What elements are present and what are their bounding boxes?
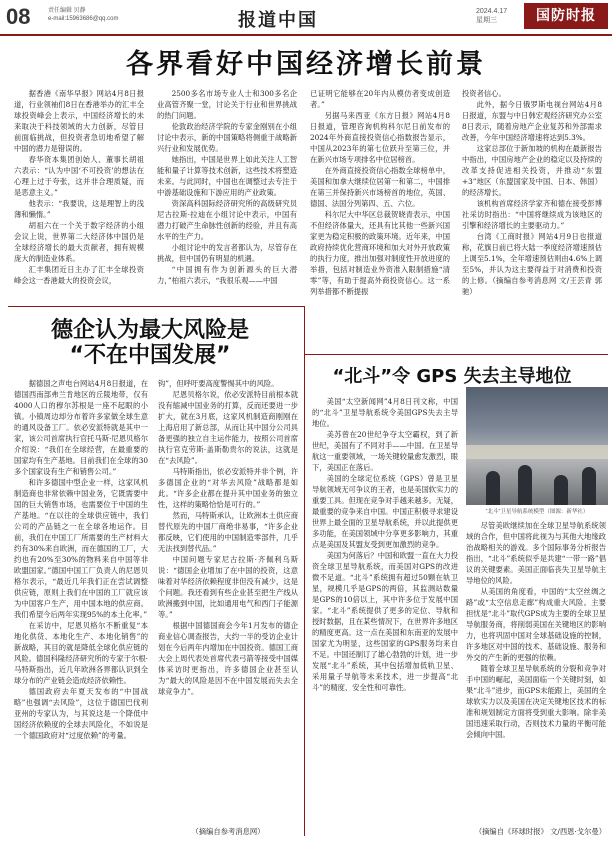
photo-visitor (486, 471, 500, 505)
article1-column-2 (157, 88, 297, 298)
article1-column-4 (462, 88, 602, 350)
paragraph: 美国的全球定位系统（GPS）曾是卫星导航领域无可争议的王者，也是美国软实力的重要工具。但现在竞争对手越来越多。无疑，最重要的竞争来自中国。中国正积极寻求建设世界上最全面的卫星导航系统，并以此提供更多功能，在美国领域中分享更多影响力，其重点是美国及其盟友受到更加激烈的竞争。 (312, 474, 458, 549)
paragraph: 据德国之声电台网站4月8日报道，在德国西南部弗兰肯地区的丘陵地带，仅有4000人口的穆尔苏根是一座不起眼的小镇。小镇周边却分布着许多家做全球生意的通风设备工厂。依必安派特就是其中一家，该公司首席执行官托马斯·尼恩贝格尔介绍说：“我们在全球经营，在最重要的国家均有生产基地。目前我们在全球的30多个国家设有生产和销售公司。” (14, 379, 148, 476)
paragraph: 伦敦政治经济学院的专家金刚别在小组讨论中表示，新的中国策略将侧重于战略新兴行业和发展优势。 (157, 122, 297, 153)
issue-date (476, 7, 507, 25)
beidou-model-photo (466, 387, 608, 505)
paragraph: 她指出，中国是世界上如此关注人工智能和量子计算等技术创新，这些技术将塑造未来。与此同时，中国也在调整过去专注于中游基础设施和下游应用的产业政策。 (157, 155, 297, 197)
article3-headline: “北斗”令 GPS 失去主导地位 (332, 366, 572, 387)
paragraph: “中国拥有作为创新源头的巨大潜力，”柏祖六表示，“我很乐观——中国 (157, 265, 297, 285)
paragraph: 从美国的角度看，中国的“太空丝绸之路”或“太空信息走廊”构成重大风险。主要担忧是“北斗”取代GPS成为主要的全球卫星导航服务商，将削弱美国在关键地区的影响力，也将巩固中国对全球基础设施的控制，许多地区对中国的技术、基础设施、服务和外交的产生新的更强的依赖。 (466, 587, 606, 662)
paragraph: 在外商直接投资信心指数全球榜单中，美国和加拿大继续位居第一和第二，中国排在第三并保持新兴市场榜首的地位，英国、德国、法国分列第四、五、六位。 (310, 166, 450, 208)
paragraph: 中国问题专家尼古拉斯·齐佩利乌斯说：“德国企业增加了在中国的投资，这意味着对华经济依赖程度非但没有减少，这是个问题。我还看到有些企业甚至把生产线从欧洲搬到中国，比如通用电气和西门子能源等。” (158, 555, 298, 619)
paragraph: 美国“太空新闻网”4月8日刊文称，中国的“北斗”卫星导航系统令美国GPS失去主导地位。 (312, 397, 458, 428)
paragraph: 随着全球卫星导航系统的分裂和竞争对手中国的崛起，美国面临一个关键时刻，如果“北斗”进步，而GPS未能跟上，美国的全球软实力以及美国在决定关键地区技术的标准和规划制定方面将受到重大影响。除非美国迅速采取行动，否则技术力量的平衡可能会倾向中国。 (466, 664, 606, 739)
article2-headline-line2: “不在中国发展” (69, 343, 231, 368)
article2-column-2 (158, 378, 298, 823)
paragraph: 据香港《南华早报》网站4月8日报道，行业领袖们8日在香港举办的汇丰全球投资峰会上表示，中国经济增长的未来取决于科技领域的大力创新，尽管目前面临挑战，但投资者急切地希望了解中国的潜力是错误的。 (14, 89, 144, 153)
paragraph: 美国为何落后？中国和欧盟一直在大力投资全球卫星导航系统，而美国对GPS的改进微不足道。“北斗”系统拥有超过50颗在轨卫星，规模几乎是GPS的两倍，其监测站数量是GPS的10倍以上，其中许多位于发展中国家。“北斗”系统提供了更多的定位、导航和授时数据，且在某些情况下，在世界许多地区的精度更高。这一点在美国和东南亚的发展中国家尤为明显，这些国家的GPS服务均来自不足。中国还制订了雄心勃勃的计划，进一步发展“北斗”系统，其中包括增加低轨卫星、采用量子导航等未来技术，进一步提高“北斗”的精度、安全性和可靠性。 (312, 551, 458, 692)
weekday: 星期三 (476, 17, 497, 24)
photo-caption: “北斗”卫星导航系统模型（图源：新华社） (485, 509, 589, 515)
paragraph: 这家总部位于新加坡的机构在最新报告中指出，中国房地产企业的稳定以及持续的改革支持促进相关投资，并推动“东盟+3”地区（东盟国家及中国、日本、韩国）的经济增长。 (462, 144, 602, 197)
photo-exhibit-banner (466, 445, 608, 459)
article1-column-3 (310, 88, 450, 350)
newspaper-masthead: 国防时报 (524, 3, 608, 29)
paragraph: 已证明它能够在20年内从模仿者变成创造者。” (310, 89, 450, 109)
paragraph: 台湾《工商时报》网站4月9日也报道称，花旗日前已将大陆一季度经济增速预估上调至5.1%，全年增速预估则由4.6%上调至5%，并认为这主要得益于对消费和投资的上修。（摘编自参考消息网 文/王芸青 郭驰） (462, 232, 602, 296)
article3-source: （摘编自《环球时报》 文/西恩·戈尔曼） (474, 827, 606, 836)
section-title: 报道中国 (238, 10, 318, 31)
paragraph: 科尔尼大中华区总裁贺晓青表示，中国不但经济体量大，还具有比其他一些新兴国家更为稳定积极的政策环境。近年来，中国政府持续优化营商环境和加大对外开放政策的执行力度，推出加强对制度性开放进度的举措，包括对制造业外资准入限制措施“清零”等，有助于提高外商投资信心。这一系列举措都不断提振 (310, 210, 450, 296)
photo-visitor (582, 467, 596, 505)
article3-column-1 (312, 396, 458, 838)
paragraph: 美苏曾在20世纪争夺太空霸权，到了新世纪，美国有了不同对手——中国。在卫星导航这一重要领域，一场关键较量愈发激烈，眼下，美国正在落后。 (312, 430, 458, 472)
paragraph: 在采访中，尼恩贝格尔不断重复“本地化供货、本地化生产、本地化销售”的新战略，其目的就是降低全球化供应链的风险。德国科隆经济研究所的专家于尔根·马特斯指出，近几年欧洲各界都认识到全球分布的产业链会造成经济依赖性。 (14, 621, 148, 685)
paragraph: 汇丰集团近日主办了汇丰全球投资峰会这一香港最大的投资会议， (14, 265, 144, 285)
paragraph: 另据马来西亚《东方日报》网站4月8日报道，管理咨询机构科尔尼日前发布的2024年外商直接投资信心指数报告显示，中国从2023年的第七位跃升至第三位，并在新兴市场专项排名中位居榜首。 (310, 111, 450, 164)
article2-headline (20, 318, 280, 368)
paragraph: 马特斯指出，依必安派特并非个例，许多德国企业的“对华去风险”战略都是如此。“许多企业都在提升其中国业务的独立性，这样的策略恰恰是可行的。” (158, 467, 298, 509)
paragraph: 该机构首席经济学家齐和德在接受彭博社采访时指出：“中国将继续成为该地区的引擎和经济增长的主要驱动力。” (462, 199, 602, 230)
paragraph: 钩”，但呼吁要高度警惕其中的风险。 (158, 379, 279, 388)
divider (304, 354, 608, 355)
photo-visitor (554, 475, 568, 505)
paragraph: 春华资本集团创始人、董事长胡祖六表示：“认为中国‘不可投资’的想法在心理上过于夸张，这并非合理质疑，而是恶意主义。” (14, 155, 144, 197)
paragraph: 2500多名市场专业人士和300多名企业高管齐聚一堂，讨论关于行业和世界挑战的热门问题。 (157, 89, 297, 120)
divider (8, 306, 304, 307)
paragraph: 德国政府去年夏天发布的“中国战略”也强调“去风险”，这位于德国巴伐利亚州的专家认为，与其说这是一个降低中国经济依赖度的全球去风险化，不如说是一个德国政府对“过度依赖”的考量。 (14, 687, 148, 740)
editor-email: e-mail:15963686@qq.com (48, 16, 119, 22)
paragraph: 胡祖六在一个关于数字经济的小组会议上说，世界第二大经济体中国仍是全球经济增长的最大贡献者，拥有规模庞大的制造业体系。 (14, 221, 144, 263)
article3-column-2 (466, 520, 606, 825)
paragraph: 资深高科国际经济研究所的高级研究员尼古拉斯·拉迪在小组讨论中表示，中国有潜力打破产生命脉性创新的经验，并且有高水平的生产力。 (157, 199, 297, 241)
photo-visitor (518, 465, 532, 505)
paragraph: 尼恩贝格尔说，依必安派特目前根本就没有缩减中国业务的打算，反而还要进一步扩大，就在3月底，这家风机制造商刚刚在上海启用了新总部，从而让其中国分公司具备更强的独立自主运作能力，按照公司首席执行官克劳斯·盖斯勒贵尔的说法，这就是在“去风险”。 (158, 390, 298, 465)
page-number: 08 (6, 4, 31, 29)
page-header (0, 0, 612, 36)
paragraph: 此外，据今日俄罗斯电视台网站4月8日报道，东盟与中日韩宏观经济研究办公室8日表示，随着房地产企业复苏和外部需求改善，今年中国经济增速将达到5.3%。 (462, 100, 602, 142)
paragraph: 小组讨论中的发言者都认为，尽管存在挑战，但中国仍有明显的机遇。 (157, 243, 297, 263)
editor-name: 责任编辑 贝静 (48, 8, 86, 14)
article2-source: （摘编自参考消息网） (191, 827, 265, 836)
article2-headline-line1: 德企认为最大风险是 (50, 318, 249, 343)
paragraph: 他表示：“我要说，这是理智上的浅薄和懒惰。” (14, 199, 144, 219)
article1-column-1 (14, 88, 144, 298)
article1-headline: 各界看好中国经济增长前景 (126, 49, 486, 80)
date-value: 2024.4.17 (476, 8, 508, 15)
paragraph: 投资者信心。 (462, 89, 506, 98)
editor-info (48, 7, 118, 23)
paragraph: 然而，马特斯承认，让欧洲本土供应商替代原先的中国厂商绝非易事，“许多企业都反映，它们使用的中国制造零部件，几乎无法找到替代品。” (158, 511, 298, 553)
paragraph: 根据中国德国商会今年1月发布的德企商业信心调查报告，大约一半的受访企业计划在今后两年内增加在中国投资。德国工商大会上周代表处首席代表弓箭等接受中国媒体采访时更指出，许多德国企业甚至认为“最大的风险是因不在中国发展而失去全球竞争力”。 (158, 621, 298, 696)
paragraph: 尽管美欧继续加在全球卫星导航系统领域的合作，但中国将此视为与其他大地缘政治战略相关的游戏。多个国际事务分析报告指出，“北斗”系统似乎是共建“一带一路”倡议的关键要素。美国正面临丧失卫星导航主导地位的风险。 (466, 521, 606, 585)
paragraph: 和许多德国中型企业一样，这家风机制造商也非常依赖中国业务，它既需要中国的巨大销售市场，也需要位于中国的生产基地。“在以往的全球供应链中，我们公司的产品链之一在全球各地运作。目前，我们在中国工厂所需要的生产材料大约有30%来自欧洲，而在德国的工厂，大约也有20%至30%的物料来自中国等非欧盟国家。”德国中国工厂负责人的尼恩贝格尔表示，“最近几年我们正在尝试调整供应链，原则上我们在中国的工厂就应该为中国客户生产，用中国本地的供应商。我们希望今后两年实现95%的本土化率。” (14, 478, 148, 619)
article2-column-1 (14, 378, 148, 838)
